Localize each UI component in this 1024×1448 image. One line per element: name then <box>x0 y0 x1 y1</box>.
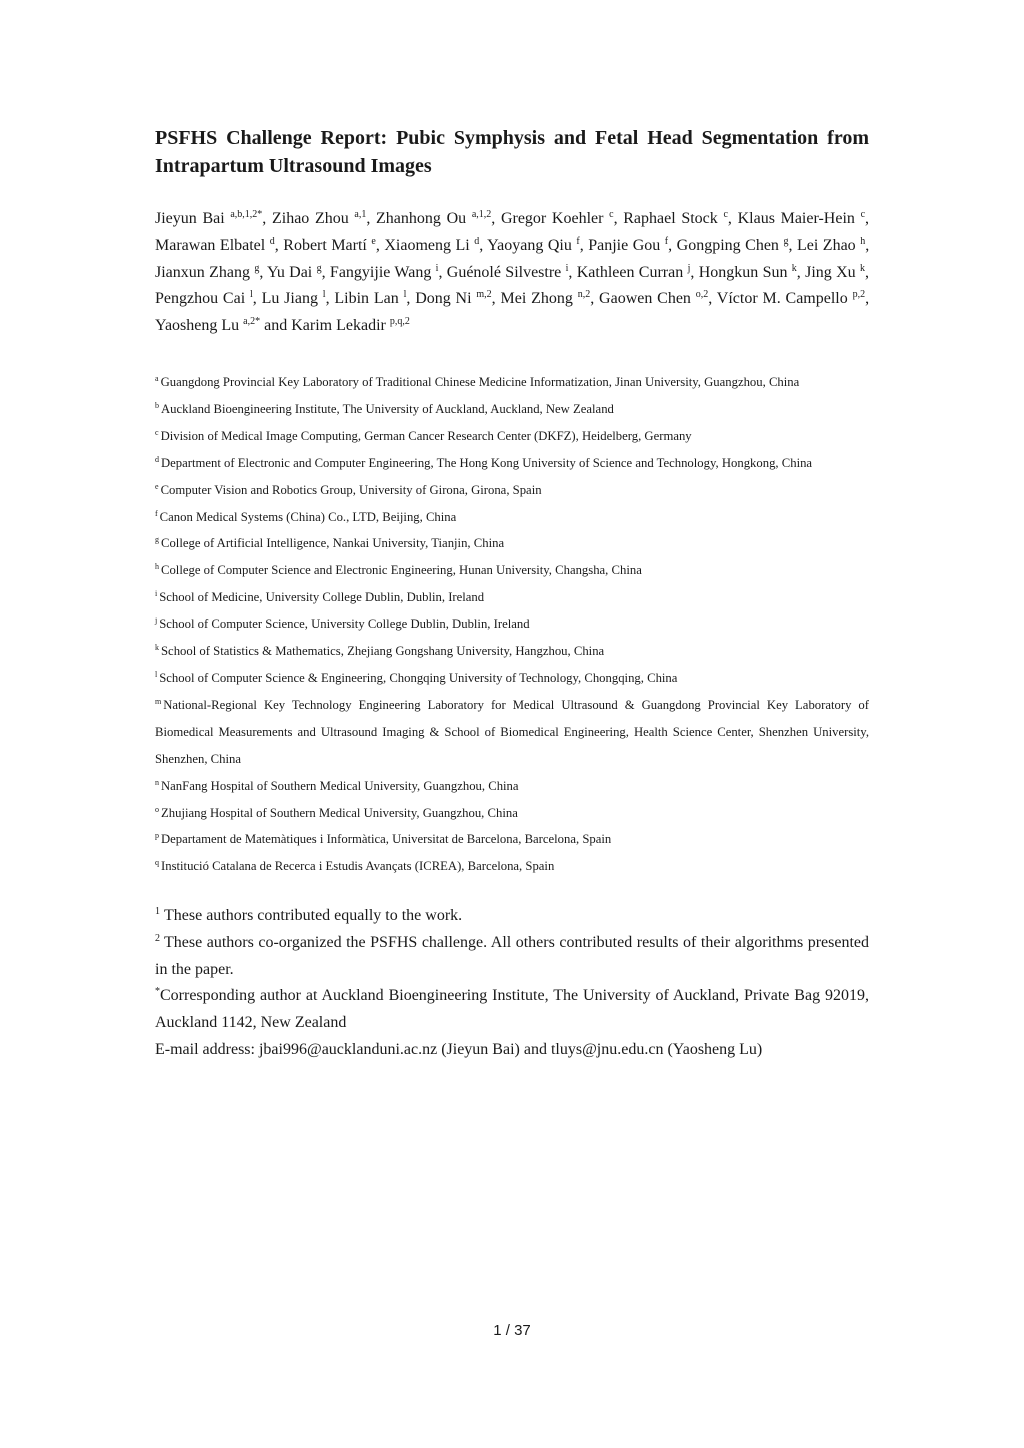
footnote-text: These authors co-organized the PSFHS challenge. All others contributed results of their algorithms presented in the paper. <box>155 933 869 978</box>
affiliation-list <box>155 369 869 880</box>
author-affiliation-mark: h <box>860 235 866 247</box>
author-name: Robert Martí <box>283 236 367 254</box>
author-separator: , <box>865 290 870 308</box>
author-separator: , <box>321 263 330 281</box>
author-name: Xiaomeng Li <box>384 236 470 254</box>
author-affiliation-mark: c <box>723 209 728 220</box>
author-affiliation-mark: l <box>322 289 326 301</box>
author-name: Pengzhou Cai <box>155 290 246 308</box>
author-name: Jing Xu <box>805 263 856 281</box>
affiliation-text: School of Statistics & Mathematics, Zhejiang Gongshang University, Hangzhou, China <box>161 644 605 659</box>
affiliation-text: National-Regional Key Technology Engineering Laboratory for Medical Ultrasound & Guangdong Provincial Key Laboratory of Biomedical Measurements and Ultrasound Imaging & School of Biomedical Engineering, Health Science Center, Shenzhen University, Shenzhen, China <box>155 697 869 766</box>
author-affiliation-mark: a,2* <box>243 316 261 328</box>
affiliation-key: o <box>155 804 159 814</box>
author-name: Yaoyang Qiu <box>487 236 572 254</box>
author-separator: , <box>865 210 870 227</box>
author-affiliation-mark: f <box>664 235 669 247</box>
author-name: Guénolé Silvestre <box>446 263 562 281</box>
footnote-text: These authors contributed equally to the work. <box>164 907 463 924</box>
affiliation-key: j <box>155 616 158 626</box>
author-name: Panjie Gou <box>588 236 661 254</box>
author-affiliation-mark: k <box>860 262 866 274</box>
affiliation-l <box>155 665 869 692</box>
author-affiliation-mark: g <box>254 262 260 274</box>
affiliation-j <box>155 611 869 638</box>
affiliation-text: Division of Medical Image Computing, German Cancer Research Center (DKFZ), Heidelberg, Germany <box>160 428 692 443</box>
author-separator: , <box>491 210 501 227</box>
author-affiliation-mark: o,2 <box>695 289 709 301</box>
author-separator: , <box>406 290 416 308</box>
author-affiliation-mark: g <box>783 235 789 247</box>
author-affiliation-mark: i <box>435 262 439 274</box>
footnote-co-organizers <box>155 930 869 984</box>
affiliation-d <box>155 450 869 477</box>
affiliation-text: Computer Vision and Robotics Group, University of Girona, Girona, Spain <box>160 482 542 497</box>
author-affiliation-mark: n,2 <box>577 289 591 301</box>
author-name: Gregor Koehler <box>500 210 604 227</box>
affiliation-text: College of Artificial Intelligence, Nankai University, Tianjin, China <box>161 536 505 551</box>
affiliation-key: p <box>155 831 159 841</box>
affiliation-key: q <box>155 858 159 868</box>
author-affiliation-mark: i <box>565 262 569 274</box>
author-name: Zihao Zhou <box>271 210 349 227</box>
affiliation-key: k <box>155 643 159 653</box>
affiliation-text: Guangdong Provincial Key Laboratory of Traditional Chinese Medicine Informatization, Jinan University, Guangzhou, China <box>160 375 800 389</box>
author-name: Jieyun Bai <box>155 210 225 227</box>
author-name: Fangyijie Wang <box>329 263 432 281</box>
affiliation-key: d <box>155 454 159 464</box>
author-affiliation-mark: e <box>371 235 376 247</box>
affiliation-key: n <box>155 777 159 787</box>
affiliation-key: i <box>155 589 158 599</box>
author-affiliation-mark: a,1,2 <box>471 209 492 220</box>
author-name: Gaowen Chen <box>599 290 691 308</box>
author-affiliation-mark: g <box>316 262 322 274</box>
author-separator: , <box>865 236 870 254</box>
affiliation-key: b <box>155 400 159 410</box>
author-name: Mei Zhong <box>500 290 573 308</box>
author-affiliation-mark: p,q,2 <box>389 316 410 328</box>
affiliation-n <box>155 773 869 800</box>
author-name: Jianxun Zhang <box>155 263 250 281</box>
affiliation-key: h <box>155 562 159 572</box>
affiliation-key: a <box>155 374 159 383</box>
author-name: Lei Zhao <box>796 236 856 254</box>
author-affiliation-mark: k <box>791 262 797 274</box>
author-affiliation-mark: j <box>687 262 691 274</box>
author-separator: , <box>668 236 677 254</box>
author-name: Gongping Chen <box>676 236 779 254</box>
affiliation-f <box>155 504 869 531</box>
footnote-equal-contribution <box>155 903 869 930</box>
author-separator: , <box>438 263 447 281</box>
affiliation-key: l <box>155 669 158 679</box>
affiliation-text: NanFang Hospital of Southern Medical University, Guangzhou, China <box>161 778 519 793</box>
affiliation-i <box>155 584 869 611</box>
affiliation-key: c <box>155 427 159 437</box>
author-affiliation-mark: a,b,1,2* <box>230 209 263 220</box>
affiliation-text: School of Computer Science, University College Dublin, Dublin, Ireland <box>159 617 530 632</box>
author-affiliation-mark: l <box>403 289 407 301</box>
footnote-mark: * <box>155 986 160 998</box>
author-affiliation-mark: d <box>474 235 480 247</box>
affiliation-text: Canon Medical Systems (China) Co., LTD, Beijing, China <box>159 509 457 524</box>
author-separator: , <box>727 210 738 227</box>
author-separator: and <box>260 317 292 335</box>
footnote-mark: 2 <box>155 932 160 944</box>
footnote-text: Corresponding author at Auckland Bioengineering Institute, The University of Auckland, Private Bag 92019, Auckland 1142, New Zealand <box>155 987 869 1032</box>
author-name: Libin Lan <box>334 290 399 308</box>
affiliation-text: Institució Catalana de Recerca i Estudis Avançats (ICREA), Barcelona, Spain <box>161 859 555 874</box>
author-affiliation-mark: p,2 <box>852 289 866 301</box>
affiliation-key: e <box>155 481 159 491</box>
author-affiliation-mark: m,2 <box>476 289 492 301</box>
affiliation-q <box>155 853 869 880</box>
author-separator: , <box>788 236 797 254</box>
affiliation-key: f <box>155 508 158 518</box>
author-name: Lu Jiang <box>261 290 318 308</box>
affiliation-text: Department of Electronic and Computer Engineering, The Hong Kong University of Science and Technology, Hongkong, China <box>161 455 813 470</box>
affiliation-text: College of Computer Science and Electronic Engineering, Hunan University, Changsha, China <box>161 563 642 578</box>
author-separator: , <box>252 290 262 308</box>
affiliation-text: Zhujiang Hospital of Southern Medical University, Guangzhou, China <box>161 805 518 820</box>
author-affiliation-mark: c <box>609 209 614 220</box>
author-name: Víctor M. Campello <box>716 290 848 308</box>
author-affiliation-mark: l <box>249 289 253 301</box>
author-separator: , <box>491 290 501 308</box>
author-separator: , <box>325 290 335 308</box>
author-affiliation-mark: a,1 <box>354 209 367 220</box>
author-separator: , <box>366 210 377 227</box>
author-name: Yu Dai <box>267 263 313 281</box>
author-separator: , <box>579 236 589 254</box>
author-separator: , <box>708 290 717 308</box>
affiliation-text: School of Computer Science & Engineering, Chongqing University of Technology, Chongqing, China <box>159 670 678 685</box>
email-line: E-mail address: jbai996@aucklanduni.ac.nz (Jieyun Bai) and tluys@jnu.edu.cn (Yaosheng Lu) <box>155 1040 763 1058</box>
affiliation-o <box>155 800 869 827</box>
affiliation-b <box>155 396 869 423</box>
author-affiliation-mark: d <box>269 235 275 247</box>
affiliation-e <box>155 477 869 504</box>
author-name: Karim Lekadir <box>291 317 386 335</box>
author-separator: , <box>479 236 488 254</box>
footnote-mark: 1 <box>155 906 160 917</box>
author-name: Dong Ni <box>415 290 472 308</box>
author-separator: , <box>375 236 385 254</box>
author-affiliation-mark: c <box>860 209 866 220</box>
affiliation-p <box>155 826 869 853</box>
author-affiliation-mark: f <box>576 235 580 247</box>
affiliation-text: Auckland Bioengineering Institute, The University of Auckland, Auckland, New Zealand <box>161 401 614 416</box>
author-name: Klaus Maier-Hein <box>737 210 855 227</box>
paper-title: PSFHS Challenge Report: Pubic Symphysis and Fetal Head Segmentation from Intrapartum Ultrasound Images <box>155 127 869 177</box>
affiliation-c <box>155 423 869 450</box>
page-number: 1 / 37 <box>493 1322 531 1339</box>
author-list <box>155 206 869 340</box>
author-separator: , <box>590 290 600 308</box>
author-name: Hongkun Sun <box>698 263 788 281</box>
affiliation-text: Departament de Matemàtiques i Informàtica, Universitat de Barcelona, Barcelona, Spain <box>161 832 612 847</box>
author-name: Yaosheng Lu <box>155 317 240 335</box>
affiliation-a <box>155 369 869 396</box>
affiliation-text: School of Medicine, University College Dublin, Dublin, Ireland <box>159 590 485 605</box>
affiliation-g <box>155 530 869 557</box>
author-separator: , <box>865 263 870 281</box>
author-separator: , <box>274 236 284 254</box>
author-separator: , <box>613 210 624 227</box>
author-separator: , <box>568 263 577 281</box>
footnote-corresponding-author <box>155 983 869 1037</box>
affiliation-key: m <box>155 696 162 706</box>
footnotes <box>155 903 869 1064</box>
author-separator: , <box>259 263 268 281</box>
affiliation-k <box>155 638 869 665</box>
author-separator: , <box>262 210 272 227</box>
author-separator: , <box>690 263 699 281</box>
author-separator: , <box>796 263 806 281</box>
affiliation-key: g <box>155 535 159 545</box>
author-name: Kathleen Curran <box>576 263 684 281</box>
affiliation-h <box>155 557 869 584</box>
affiliation-m <box>155 692 869 773</box>
author-name: Marawan Elbatel <box>155 236 266 254</box>
author-name: Zhanhong Ou <box>376 210 467 227</box>
author-name: Raphael Stock <box>623 210 718 227</box>
